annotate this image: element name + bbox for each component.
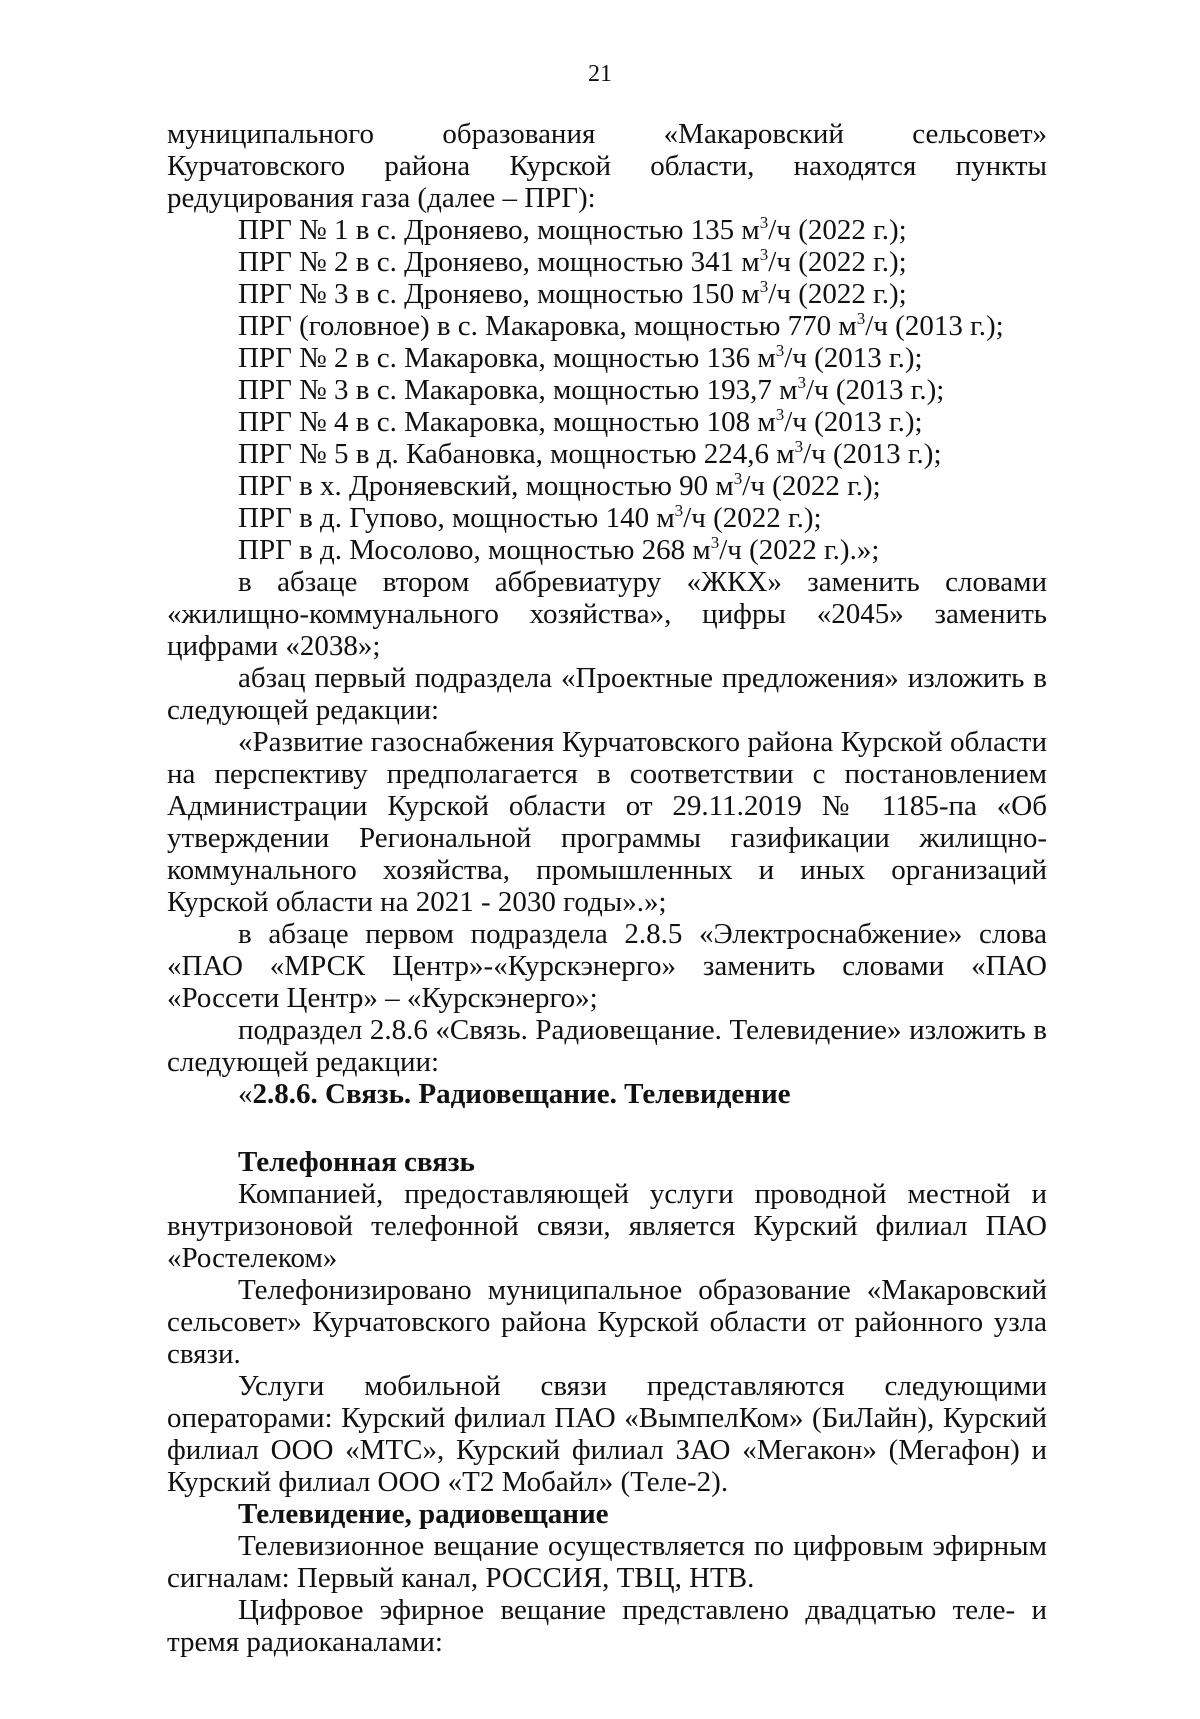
intro-paragraph: муниципального образования «Макаровский сельсовет» Курчатовского района Курской области, находятся пункты редуцирования газа (далее – ПРГ): — [167, 118, 1047, 214]
prg-list — [167, 214, 1047, 566]
amendment-paragraph: подраздел 2.8.6 «Связь. Радиовещание. Телевидение» изложить в следующей редакции: — [167, 1014, 1047, 1078]
body-paragraph: Телефонизировано муниципальное образование «Макаровский сельсовет» Курчатовского района Курской области от районного узла связи. — [167, 1274, 1047, 1370]
subsection-heading-tv: Телевидение, радиовещание — [238, 1498, 609, 1530]
prg-list-item: ПРГ № 2 в с. Макаровка, мощностью 136 $м^3/ч$ (2013 г.); — [238, 341, 923, 374]
subsection-heading-telephone: Телефонная связь — [238, 1146, 475, 1178]
section-heading: «2.8.6. Связь. Радиовещание. Телевидение — [238, 1078, 791, 1110]
body-paragraph: Телевизионное вещание осуществляется по цифровым эфирным сигналам: Первый канал, РОССИЯ, ТВЦ, НТВ. — [167, 1530, 1047, 1594]
page-number: 21 — [588, 61, 612, 87]
amendment-paragraph: в абзаце первом подраздела 2.8.5 «Электроснабжение» слова «ПАО «МРСК Центр»-«Курскэнерго» заменить словами «ПАО «Россети Центр» – «Курскэнерго»; — [167, 918, 1047, 1014]
section-spacer — [167, 1110, 1047, 1146]
prg-list-item: ПРГ в х. Дроняевский, мощностью 90 $м^3/ч$ (2022 г.); — [238, 469, 881, 502]
body-paragraph: Услуги мобильной связи представляются следующими операторами: Курский филиал ПАО «ВымпелКом» (БиЛайн), Курский филиал ООО «МТС», Курский филиал ЗАО «Мегакон» (Мегафон) и Курский филиал ООО «Т2 Мобайл» (Теле-2). — [167, 1370, 1047, 1498]
amendment-paragraph: «Развитие газоснабжения Курчатовского района Курской области на перспективу предполагается в соответствии с постановлением Администрации Курской области от 29.11.2019 № 1185-па «Об утверждении Региональной программы газификации жилищно-коммунального хозяйства, промышленных и иных организаций Курской области на 2021 - 2030 годы».»; — [167, 726, 1047, 918]
prg-list-item: ПРГ № 3 в с. Макаровка, мощностью 193,7 $м^3/ч$ (2013 г.); — [238, 373, 945, 406]
prg-list-item: ПРГ (головное) в с. Макаровка, мощностью 770 $м^3/ч$ (2013 г.); — [238, 309, 1004, 342]
prg-list-item: ПРГ в д. Гупово, мощностью 140 $м^3/ч$ (2022 г.); — [238, 501, 822, 534]
prg-list-item: ПРГ № 2 в с. Дроняево, мощностью 341 $м^3/ч$ (2022 г.); — [238, 245, 907, 278]
prg-list-item: ПРГ № 5 в д. Кабановка, мощностью 224,6 $м^3/ч$ (2013 г.); — [238, 437, 942, 470]
prg-list-item: ПРГ № 4 в с. Макаровка, мощностью 108 $м^3/ч$ (2013 г.); — [238, 405, 923, 438]
prg-list-item: ПРГ № 3 в с. Дроняево, мощностью 150 $м^3/ч$ (2022 г.); — [238, 277, 907, 310]
amendment-paragraph: в абзаце втором аббревиатуру «ЖКХ» заменить словами «жилищно-коммунального хозяйства», цифры «2045» заменить цифрами «2038»; — [167, 566, 1047, 662]
prg-list-item: ПРГ № 1 в с. Дроняево, мощностью 135 $м^3/ч$ (2022 г.); — [238, 213, 907, 246]
amendment-paragraph: абзац первый подраздела «Проектные предложения» изложить в следующей редакции: — [167, 662, 1047, 726]
body-paragraph: Компанией, предоставляющей услуги проводной местной и внутризоновой телефонной связи, является Курский филиал ПАО «Ростелеком» — [167, 1178, 1047, 1274]
body-paragraph: Цифровое эфирное вещание представлено двадцатью теле- и тремя радиоканалами: — [167, 1594, 1047, 1658]
prg-list-item: ПРГ в д. Мосолово, мощностью 268 $м^3/ч$ (2022 г.).»; — [238, 533, 880, 566]
document-body — [167, 118, 1047, 1658]
